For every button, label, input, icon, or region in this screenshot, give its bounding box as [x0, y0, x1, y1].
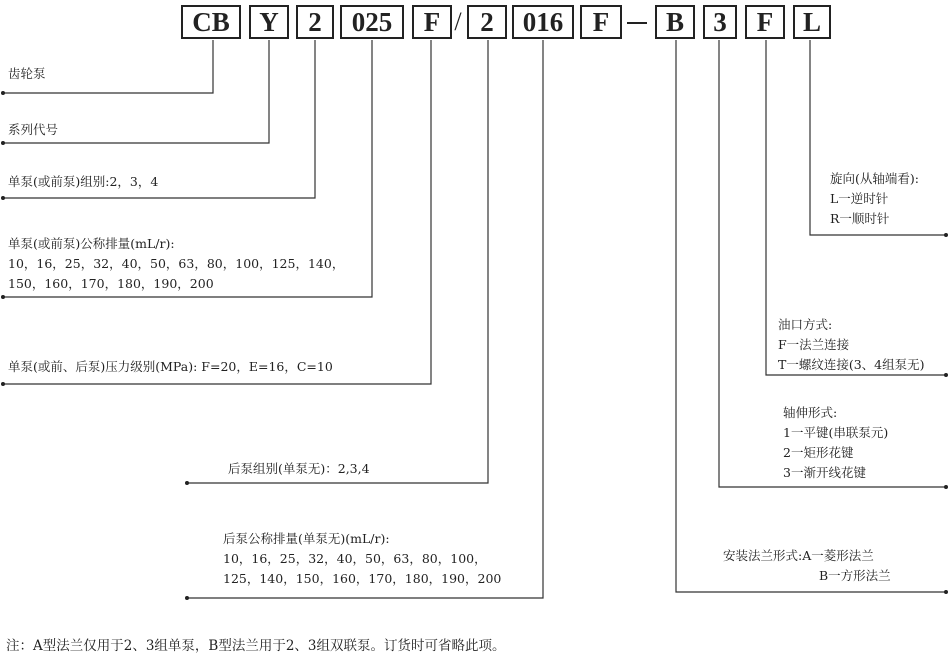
code-box-group: 2 [296, 5, 334, 39]
label-rear-group: 后泵组别(单泵无)：2,3,4 [228, 461, 370, 476]
code-box-rear-pressure: F [580, 5, 622, 39]
label-rear-displacement-line1: 10，16，25，32，40，50，63，80，100， [223, 551, 487, 566]
label-flange-a: 安装法兰形式:A一菱形法兰 [723, 548, 874, 563]
code-box-flange: B [655, 5, 695, 39]
label-rotation-l: L一逆时针 [830, 191, 889, 206]
dot-rear-displacement [185, 596, 189, 600]
dot-pressure [1, 382, 5, 386]
label-shaft-3: 3一渐开线花键 [783, 465, 866, 480]
label-gear-pump: 齿轮泵 [8, 66, 46, 81]
code-box-displacement: 025 [340, 5, 404, 39]
code-box-shaft: 3 [703, 5, 737, 39]
label-rear-displacement-line2: 125，140，150，160，170，180，190，200 [223, 571, 502, 586]
code-box-port: F [745, 5, 785, 39]
code-box-cb: CB [181, 5, 241, 39]
leader-pressure [3, 40, 431, 384]
label-shaft-title: 轴伸形式: [783, 405, 838, 420]
dot-gear-pump [1, 91, 5, 95]
label-displacement-title: 单泵(或前泵)公称排量(mL/r): [8, 236, 175, 251]
code-box-rotation: L [793, 5, 831, 39]
dot-port [944, 373, 948, 377]
label-pressure: 单泵(或前、后泵)压力级别(MPa): F=20，E=16，C=10 [8, 359, 333, 374]
label-shaft-2: 2一矩形花键 [783, 445, 854, 460]
label-displacement-line1: 10，16，25，32，40，50，63，80，100，125，140， [8, 256, 345, 271]
dot-rear-group [185, 481, 189, 485]
label-rear-displacement-title: 后泵公称排量(单泵无)(mL/r): [223, 531, 390, 546]
label-shaft-1: 1一平键(串联泵元) [783, 425, 889, 440]
label-group: 单泵(或前泵)组别:2，3，4 [8, 174, 159, 189]
dash-separator [627, 22, 647, 24]
footnote: 注：A型法兰仅用于2、3组单泵，B型法兰用于2、3组双联泵。订货时可省略此项。 [6, 638, 506, 654]
label-port-t: T一螺纹连接(3、4组泵无) [778, 357, 925, 372]
dot-displacement [1, 295, 5, 299]
slash-separator: / [454, 7, 462, 36]
label-rotation-r: R一顺时针 [830, 211, 890, 226]
label-rotation-title: 旋向(从轴端看): [830, 171, 919, 186]
code-box-y: Y [249, 5, 289, 39]
label-port-f: F一法兰连接 [778, 337, 850, 352]
dot-shaft [944, 485, 948, 489]
dot-series-code [1, 141, 5, 145]
label-series-code: 系列代号 [8, 122, 59, 137]
code-box-rear-displacement: 016 [512, 5, 574, 39]
code-box-rear-group: 2 [467, 5, 507, 39]
label-port-title: 油口方式: [778, 317, 833, 332]
label-flange-b: B一方形法兰 [819, 568, 891, 583]
label-displacement-line2: 150，160，170，180，190，200 [8, 276, 214, 291]
leader-rear-displacement [187, 40, 543, 598]
code-box-pressure: F [412, 5, 452, 39]
dot-flange [944, 590, 948, 594]
dot-group [1, 196, 5, 200]
dot-rotation [944, 233, 948, 237]
